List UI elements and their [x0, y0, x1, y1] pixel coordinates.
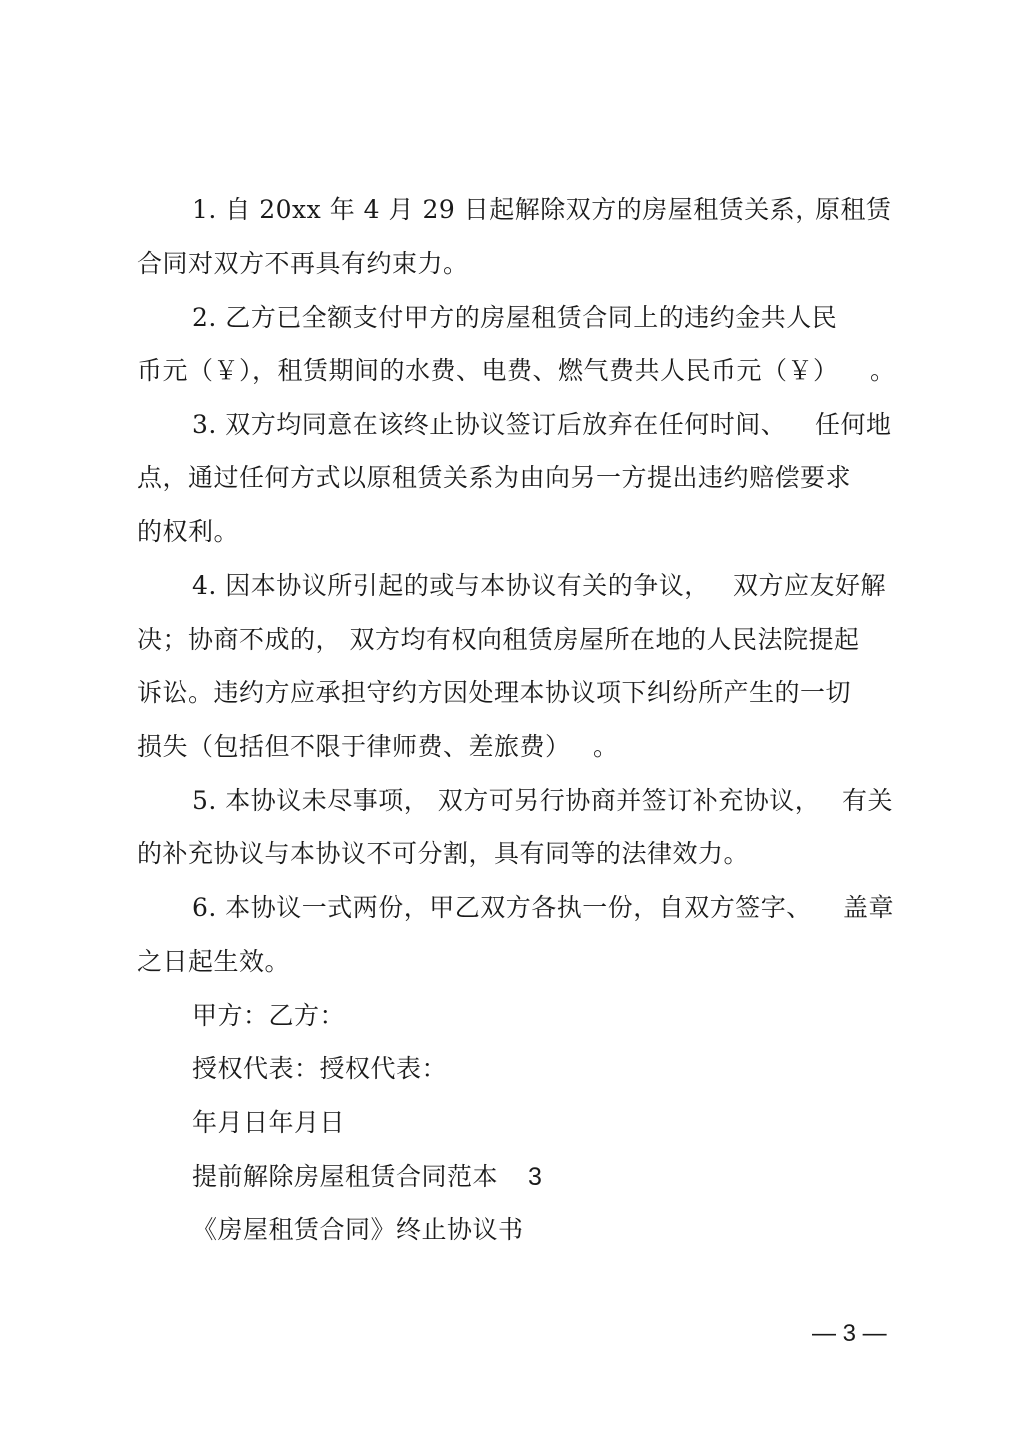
clause-3-line-1: 3. 双方均同意在该终止协议签订后放弃在任何时间、 — [192, 410, 787, 439]
clause-3-line-3: 的权利。 — [137, 517, 240, 546]
clause-3-line-2: 点，通过任何方式以原租赁关系为由向另一方提出违约赔偿要求 — [137, 463, 852, 492]
template-heading: 提前解除房屋租赁合同范本 — [192, 1162, 499, 1191]
signature-parties: 甲方：乙方： — [192, 1001, 346, 1030]
clause-5-line-1: 5. 本协议未尽事项， 双方可另行协商并签订补充协议， — [192, 786, 821, 815]
clause-6-line-2: 之日起生效。 — [137, 947, 291, 976]
clause-6-line-1: 6. 本协议一式两份，甲乙双方各执一份，自双方签字、 — [192, 893, 812, 922]
clause-1-line-1: 1. 自 20xx 年 4 月 29 日起解除双方的房屋租赁关系， — [192, 195, 821, 224]
signature-dates: 年月日年月日 — [192, 1108, 346, 1137]
clause-2-line-2-tail: 。 — [870, 356, 896, 385]
clause-4-line-2: 决；协商不成的， 双方均有权向租赁房屋所在地的人民法院提起 — [137, 625, 860, 654]
clause-2-line-2: 币元（￥），租赁期间的水费、电费、燃气费共人民币元（￥） — [137, 356, 839, 385]
clause-4-line-1: 4. 因本协议所引起的或与本协议有关的争议， — [192, 571, 710, 600]
agreement-title: 《房屋租赁合同》终止协议书 — [192, 1215, 524, 1244]
page-number: — 3 — — [812, 1320, 887, 1347]
clause-2-line-1: 2. 乙方已全额支付甲方的房屋租赁合同上的违约金共人民 — [192, 303, 838, 332]
clause-1-line-1-tail: 原租赁 — [815, 195, 892, 224]
clause-3-line-1-tail: 任何地 — [815, 410, 892, 439]
clause-4-line-4-tail: 。 — [593, 732, 619, 761]
clause-5-line-1-tail: 有关 — [842, 786, 894, 815]
template-heading-number: 3 — [528, 1163, 543, 1191]
clause-4-line-3: 诉讼。违约方应承担守约方因处理本协议项下纠纷所产生的一切 — [137, 678, 852, 707]
clause-1-line-2: 合同对双方不再具有约束力。 — [137, 249, 469, 278]
signature-representatives: 授权代表：授权代表： — [192, 1054, 448, 1083]
clause-5-line-2: 的补充协议与本协议不可分割，具有同等的法律效力。 — [137, 839, 750, 868]
clause-4-line-1-tail: 双方应友好解 — [733, 571, 887, 600]
clause-6-line-1-tail: 盖章 — [843, 893, 895, 922]
clause-4-line-4: 损失（包括但不限于律师费、差旅费） — [137, 732, 571, 761]
